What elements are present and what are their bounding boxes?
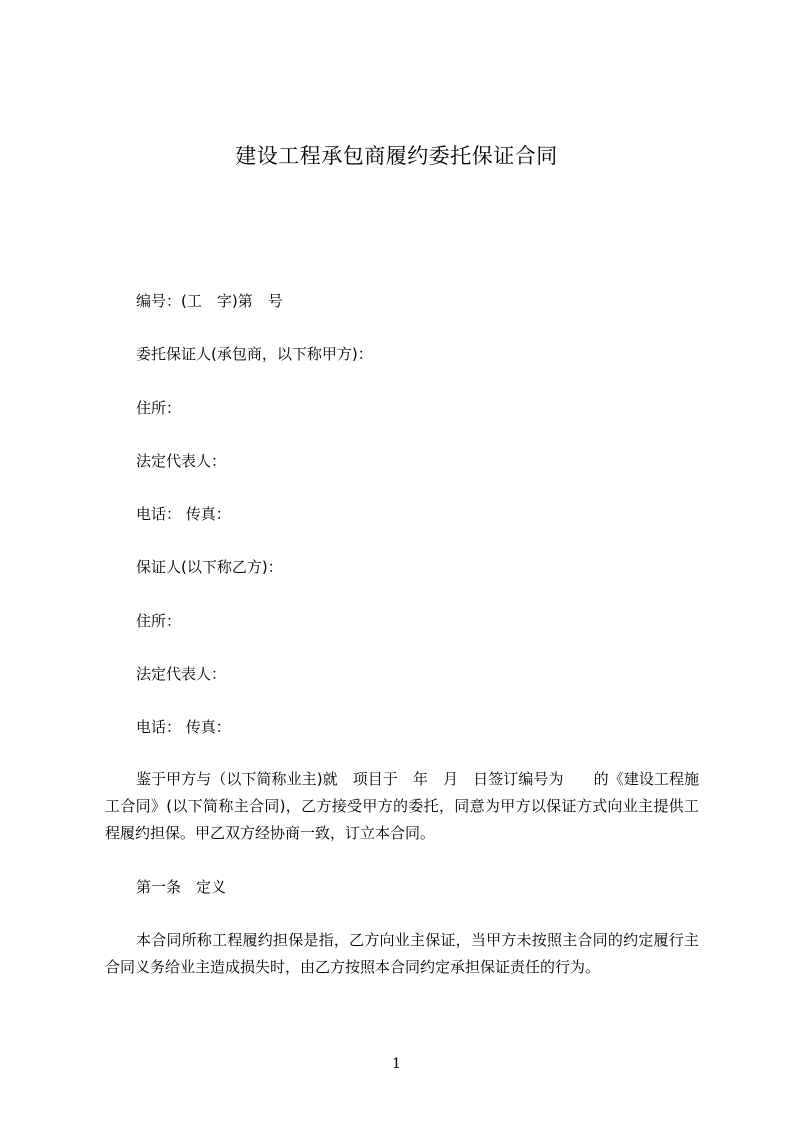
preamble-paragraph: 鉴于甲方与（以下简称业主)就 项目于 年 月 日签订编号为 的《建设工程施工合同》(以下简称主合同)，乙方接受甲方的委托，同意为甲方以保证方式向业主提供工程履约担保。甲乙双方经协商一致，订立本合同。: [105, 770, 699, 842]
article-1-body: 本合同所称工程履约担保是指，乙方向业主保证，当甲方未按照主合同的约定履行主合同义务给业主造成损失时，由乙方按照本合同约定承担保证责任的行为。: [105, 931, 699, 976]
party-b-label: 保证人(以下称乙方)：: [136, 558, 283, 576]
party-b-phone-fax: 电话： 传真：: [136, 718, 231, 736]
party-a-phone-fax: 电话： 传真：: [136, 505, 231, 523]
document-title: 建设工程承包商履约委托保证合同: [235, 144, 558, 168]
party-a-address: 住所：: [136, 399, 182, 417]
article-1-heading: 第一条 定义: [136, 878, 227, 896]
party-a-legal-rep: 法定代表人：: [136, 452, 227, 470]
contract-number: 编号：(工 字)第 号: [136, 292, 283, 310]
page-number: 1: [392, 1056, 401, 1072]
party-a-label: 委托保证人(承包商，以下称甲方)：: [136, 345, 373, 363]
party-b-legal-rep: 法定代表人：: [136, 665, 227, 683]
party-b-address: 住所：: [136, 612, 182, 630]
